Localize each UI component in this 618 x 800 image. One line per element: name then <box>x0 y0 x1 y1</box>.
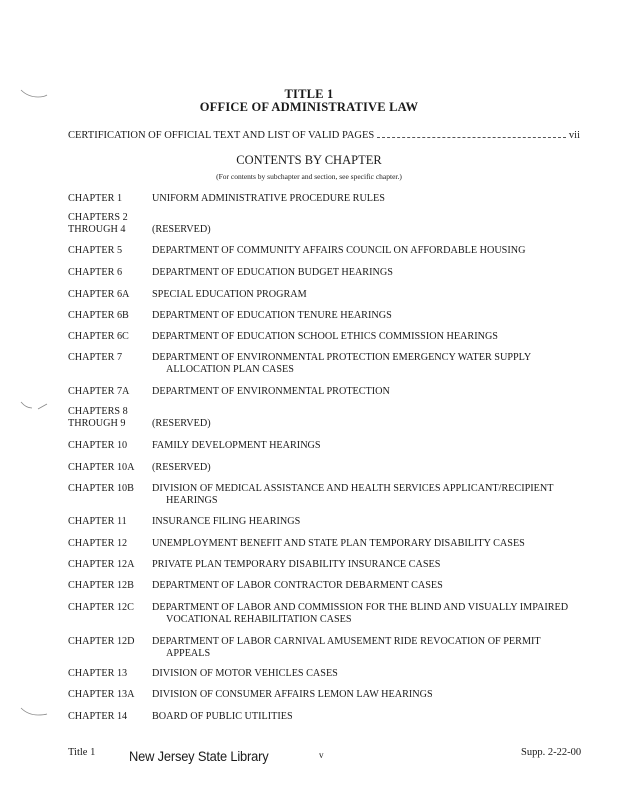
chapter-description-text: DEPARTMENT OF EDUCATION TENURE HEARINGS <box>152 310 392 321</box>
chapter-number-text: CHAPTER 10B <box>68 483 134 494</box>
chapter-number <box>68 559 150 571</box>
chapter-number-text: CHAPTER 6C <box>68 331 129 342</box>
chapter-description <box>152 352 572 376</box>
chapter-number <box>68 245 150 257</box>
contents-heading: CONTENTS BY CHAPTER <box>236 153 382 167</box>
chapter-description <box>152 310 572 322</box>
scan-mark-bottom-left <box>20 706 50 720</box>
supplement-date: Supp. 2-22-00 <box>521 747 582 758</box>
chapter-number-continued: THROUGH 4 <box>68 224 126 235</box>
chapter-number-text: CHAPTER 12 <box>68 538 128 549</box>
chapter-number-text: CHAPTER 7A <box>68 386 130 397</box>
chapter-number-text: CHAPTER 11 <box>68 516 127 527</box>
chapter-number <box>68 636 150 648</box>
chapter-description <box>152 689 572 701</box>
chapter-number-text: CHAPTER 5 <box>68 245 123 256</box>
chapter-number-text: CHAPTER 6B <box>68 310 129 321</box>
chapter-description <box>152 602 572 626</box>
chapter-description <box>152 406 572 430</box>
chapter-number <box>68 331 150 343</box>
dot-leader <box>377 136 566 138</box>
chapter-number-text: CHAPTER 6 <box>68 267 123 278</box>
chapter-description-text: DEPARTMENT OF COMMUNITY AFFAIRS COUNCIL ON AFFORDABLE HOUSING <box>152 245 526 256</box>
chapter-number <box>68 352 150 364</box>
chapter-description-text: (RESERVED) <box>152 462 211 473</box>
chapter-number-text: CHAPTERS 8 <box>68 406 128 417</box>
chapter-description <box>152 580 572 592</box>
chapter-number <box>68 538 150 550</box>
chapter-description <box>152 440 572 452</box>
chapter-description-continued: APPEALS <box>166 648 211 659</box>
chapter-description-continued: (RESERVED) <box>152 418 211 429</box>
chapter-number <box>68 406 150 430</box>
chapter-number <box>68 668 150 680</box>
footer-title: Title 1 <box>68 747 96 758</box>
chapter-number <box>68 289 150 301</box>
chapter-description-text: UNEMPLOYMENT BENEFIT AND STATE PLAN TEMPORARY DISABILITY CASES <box>152 538 525 549</box>
chapter-description-text: DEPARTMENT OF ENVIRONMENTAL PROTECTION <box>152 386 390 397</box>
chapter-number <box>68 386 150 398</box>
chapter-description-text: DEPARTMENT OF LABOR CARNIVAL AMUSEMENT RIDE REVOCATION OF PERMIT <box>152 636 541 647</box>
chapter-number <box>68 462 150 474</box>
chapter-number-text: CHAPTER 13A <box>68 689 135 700</box>
chapter-number <box>68 689 150 701</box>
chapter-number <box>68 193 150 205</box>
chapter-description <box>152 462 572 474</box>
chapter-number <box>68 602 150 614</box>
chapter-description-continued: VOCATIONAL REHABILITATION CASES <box>166 614 352 625</box>
chapter-description <box>152 538 572 550</box>
chapter-description-continued: (RESERVED) <box>152 224 211 235</box>
scan-mark-mid-left <box>20 400 50 414</box>
chapter-number-continued: THROUGH 9 <box>68 418 126 429</box>
chapter-description-text: SPECIAL EDUCATION PROGRAM <box>152 289 307 300</box>
title-name: OFFICE OF ADMINISTRATIVE LAW <box>199 100 419 114</box>
chapter-number <box>68 212 150 236</box>
chapter-number <box>68 516 150 528</box>
chapter-description <box>152 559 572 571</box>
contents-subheading: (For contents by subchapter and section, see specific chapter.) <box>216 172 402 181</box>
chapter-description-text: PRIVATE PLAN TEMPORARY DISABILITY INSURANCE CASES <box>152 559 441 570</box>
title-number: TITLE 1 <box>284 87 334 101</box>
chapter-description <box>152 193 572 205</box>
chapter-description <box>152 331 572 343</box>
chapter-description-text: DIVISION OF MOTOR VEHICLES CASES <box>152 668 338 679</box>
chapter-description <box>152 711 572 723</box>
certification-label: CERTIFICATION OF OFFICIAL TEXT AND LIST OF VALID PAGES <box>68 130 375 141</box>
chapter-description-text: DEPARTMENT OF LABOR AND COMMISSION FOR THE BLIND AND VISUALLY IMPAIRED <box>152 602 569 613</box>
chapter-description <box>152 245 572 257</box>
chapter-number <box>68 267 150 279</box>
chapter-number-text: CHAPTER 12C <box>68 602 134 613</box>
chapter-description <box>152 483 572 507</box>
chapter-number-text: CHAPTER 1 <box>68 193 123 204</box>
certification-line <box>68 130 580 144</box>
chapter-description-text: DEPARTMENT OF LABOR CONTRACTOR DEBARMENT CASES <box>152 580 443 591</box>
chapter-description <box>152 267 572 279</box>
chapter-description <box>152 668 572 680</box>
chapter-number-text: CHAPTERS 2 <box>68 212 128 223</box>
chapter-number-text: CHAPTER 13 <box>68 668 128 679</box>
chapter-description <box>152 636 572 660</box>
library-stamp: New Jersey State Library <box>129 748 269 764</box>
chapter-number <box>68 440 150 452</box>
chapter-description-text: DEPARTMENT OF ENVIRONMENTAL PROTECTION EMERGENCY WATER SUPPLY <box>152 352 532 363</box>
chapter-number <box>68 310 150 322</box>
chapter-number-text: CHAPTER 7 <box>68 352 123 363</box>
page-number: v <box>319 750 324 760</box>
chapter-description-text: UNIFORM ADMINISTRATIVE PROCEDURE RULES <box>152 193 385 204</box>
chapter-description-text: BOARD OF PUBLIC UTILITIES <box>152 711 293 722</box>
chapter-description-text: DEPARTMENT OF EDUCATION SCHOOL ETHICS COMMISSION HEARINGS <box>152 331 498 342</box>
chapter-description-text: DIVISION OF MEDICAL ASSISTANCE AND HEALTH SERVICES APPLICANT/RECIPIENT <box>152 483 554 494</box>
chapter-number <box>68 580 150 592</box>
chapter-description-text: DEPARTMENT OF EDUCATION BUDGET HEARINGS <box>152 267 393 278</box>
certification-page: vii <box>568 130 580 141</box>
chapter-description-text: FAMILY DEVELOPMENT HEARINGS <box>152 440 321 451</box>
chapter-number-text: CHAPTER 10A <box>68 462 135 473</box>
chapter-description-text: DIVISION OF CONSUMER AFFAIRS LEMON LAW HEARINGS <box>152 689 433 700</box>
chapter-description <box>152 289 572 301</box>
chapter-description <box>152 386 572 398</box>
chapter-description-continued: ALLOCATION PLAN CASES <box>166 364 294 375</box>
chapter-number-text: CHAPTER 12B <box>68 580 134 591</box>
chapter-description <box>152 516 572 528</box>
chapter-number-text: CHAPTER 12A <box>68 559 135 570</box>
chapter-number-text: CHAPTER 6A <box>68 289 130 300</box>
chapter-number-text: CHAPTER 10 <box>68 440 128 451</box>
chapter-description <box>152 212 572 236</box>
chapter-description-text: INSURANCE FILING HEARINGS <box>152 516 301 527</box>
chapter-number <box>68 483 150 495</box>
chapter-number-text: CHAPTER 14 <box>68 711 128 722</box>
chapter-number <box>68 711 150 723</box>
chapter-number-text: CHAPTER 12D <box>68 636 135 647</box>
chapter-description-continued: HEARINGS <box>166 495 218 506</box>
